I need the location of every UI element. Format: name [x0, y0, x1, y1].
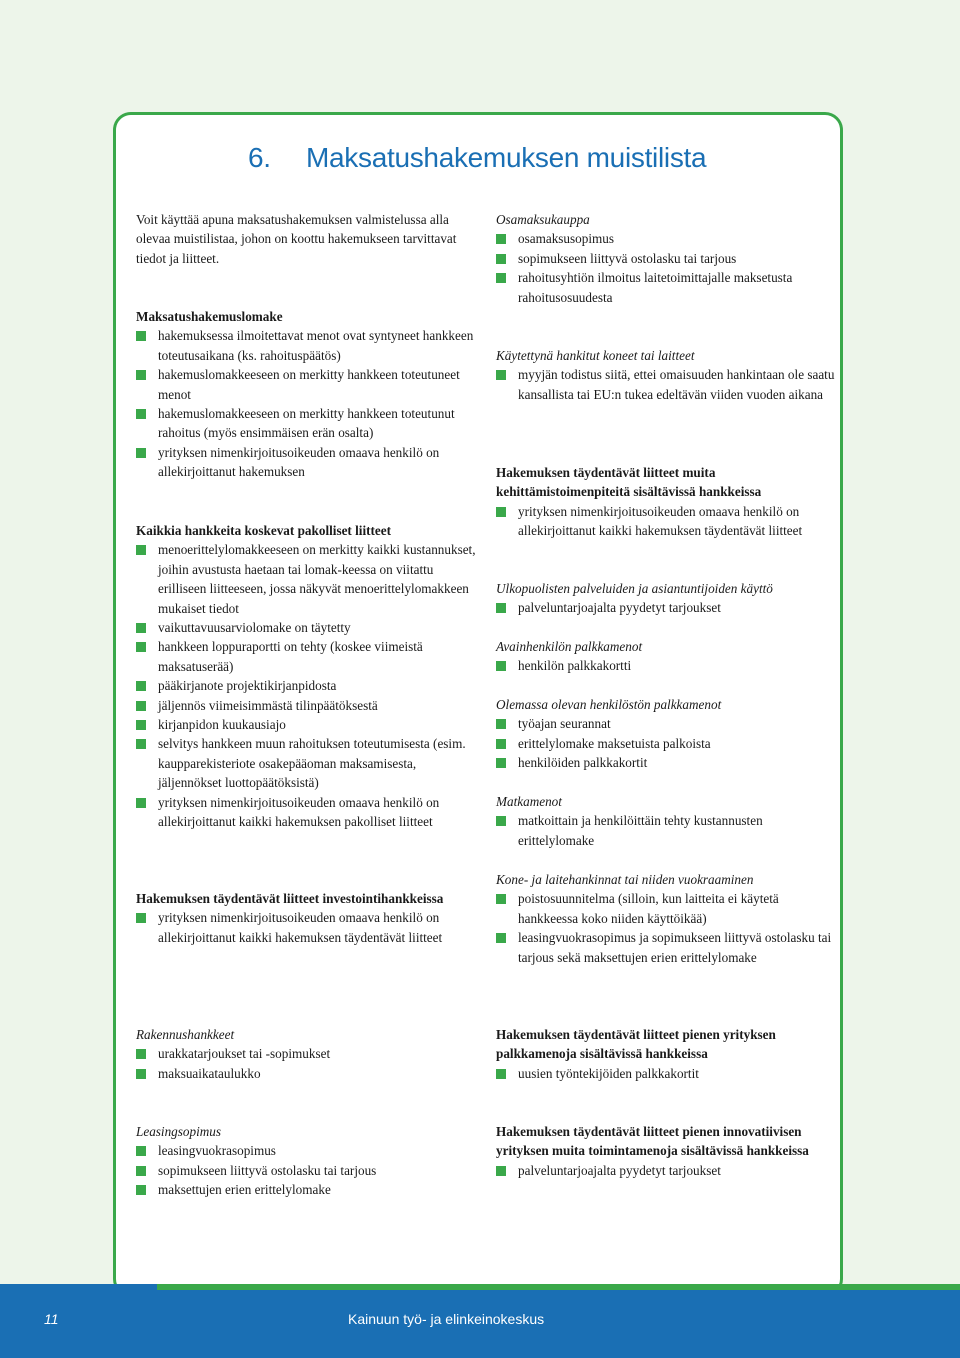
section-heading: Olemassa olevan henkilöstön palkkamenot: [496, 697, 722, 712]
list-item: palveluntarjoajalta pyydetyt tarjoukset: [496, 598, 836, 617]
section-maksatushakemuslomake: [136, 307, 476, 482]
list-item: selvitys hankkeen muun rahoituksen toteutumisesta (esim. kaupparekisteriote osakepääoman maksamisesta, jäljennökset luottopäätöksistä): [136, 734, 476, 792]
list-item: pääkirjanote projektikirjanpidosta: [136, 676, 476, 695]
square-bullet-icon: [136, 681, 146, 691]
chapter-number: 6.: [248, 142, 271, 173]
section-heading: Avainhenkilön palkkamenot: [496, 639, 643, 654]
list-item: leasingvuokrasopimus: [136, 1141, 476, 1160]
chapter-title: Maksatushakemuksen muistilista: [306, 142, 707, 173]
list-item: kirjanpidon kuukausiajo: [136, 715, 476, 734]
list-item: maksuaikataulukko: [136, 1064, 476, 1083]
list-item: erittelylomake maksetuista palkoista: [496, 734, 836, 753]
square-bullet-icon: [496, 507, 506, 517]
list-item: henkilön palkkakortti: [496, 656, 836, 675]
list-item: sopimukseen liittyvä ostolasku tai tarjous: [496, 249, 836, 268]
left-intro-block: [136, 210, 476, 268]
section-henkiloston-palkkamenot: [496, 695, 836, 773]
list-item: hakemuksessa ilmoitettavat menot ovat syntyneet hankkeen toteutusaikana (ks. rahoituspäätös): [136, 326, 476, 365]
square-bullet-icon: [496, 758, 506, 768]
list-item: työajan seurannat: [496, 714, 836, 733]
square-bullet-icon: [136, 623, 146, 633]
square-bullet-icon: [136, 545, 146, 555]
section-heading: Maksatushakemuslomake: [136, 309, 283, 324]
section-innovatiivinen-yritys: [496, 1122, 836, 1180]
section-heading: Hakemuksen täydentävät liitteet pienen yrityksen palkkamenoja sisältävissä hankkeissa: [496, 1027, 776, 1062]
list-item: matkoittain ja henkilöittäin tehty kustannusten erittelylomake: [496, 811, 836, 850]
list-item: jäljennös viimeisimmästä tilinpäätöksestä: [136, 696, 476, 715]
square-bullet-icon: [496, 661, 506, 671]
square-bullet-icon: [136, 409, 146, 419]
section-heading: Hakemuksen täydentävät liitteet pienen innovatiivisen yrityksen muita toimintamenoja sisältävissä hankkeissa: [496, 1124, 809, 1159]
section-heading: Osamaksukauppa: [496, 212, 590, 227]
list-item: osamaksusopimus: [496, 229, 836, 248]
section-heading: Ulkopuolisten palveluiden ja asiantuntijoiden käyttö: [496, 581, 773, 596]
square-bullet-icon: [136, 370, 146, 380]
section-heading: Kone- ja laitehankinnat tai niiden vuokraaminen: [496, 872, 754, 887]
list-item: henkilöiden palkkakortit: [496, 753, 836, 772]
section-heading: Matkamenot: [496, 794, 562, 809]
list-item: urakkatarjoukset tai -sopimukset: [136, 1044, 476, 1063]
square-bullet-icon: [136, 798, 146, 808]
square-bullet-icon: [136, 331, 146, 341]
square-bullet-icon: [136, 701, 146, 711]
section-ulkopuoliset-palvelut: [496, 579, 836, 618]
square-bullet-icon: [496, 234, 506, 244]
section-pakolliset-liitteet: [136, 521, 476, 832]
square-bullet-icon: [136, 1166, 146, 1176]
section-kehittamistoimenpiteet: [496, 463, 836, 541]
section-matkamenot: [496, 792, 836, 850]
footer-page-tab: [0, 1284, 157, 1358]
section-avainhenkilon-palkkamenot: [496, 637, 836, 676]
square-bullet-icon: [136, 642, 146, 652]
footer-organization: Kainuun työ- ja elinkeinokeskus: [348, 1311, 545, 1327]
section-heading: Rakennushankkeet: [136, 1027, 235, 1042]
square-bullet-icon: [136, 1185, 146, 1195]
section-osamaksukauppa: [496, 210, 836, 307]
section-heading: Hakemuksen täydentävät liitteet investointihankkeissa: [136, 891, 444, 906]
list-item: yrityksen nimenkirjoitusoikeuden omaava henkilö on allekirjoittanut kaikki hakemuksen täydentävät liitteet: [496, 502, 836, 541]
list-item: hankkeen loppuraportti on tehty (koskee viimeistä maksatuserää): [136, 637, 476, 676]
square-bullet-icon: [496, 254, 506, 264]
square-bullet-icon: [136, 913, 146, 923]
section-heading: Kaikkia hankkeita koskevat pakolliset liitteet: [136, 523, 391, 538]
square-bullet-icon: [496, 1069, 506, 1079]
section-heading: Käytettynä hankitut koneet tai laitteet: [496, 348, 695, 363]
square-bullet-icon: [496, 933, 506, 943]
square-bullet-icon: [496, 1166, 506, 1176]
section-heading: Hakemuksen täydentävät liitteet muita kehittämistoimenpiteitä sisältävissä hankkeissa: [496, 465, 762, 500]
square-bullet-icon: [136, 1069, 146, 1079]
section-heading: Leasingsopimus: [136, 1124, 221, 1139]
list-item: myyjän todistus siitä, ettei omaisuuden hankintaan ole saatu kansallista tai EU:n tukea edeltävän viiden vuoden aikana: [496, 365, 836, 404]
square-bullet-icon: [496, 739, 506, 749]
list-item: poistosuunnitelma (silloin, kun laitteita ei käytetä hankkeessa koko niiden käyttöikää): [496, 889, 836, 928]
list-item: hakemuslomakkeeseen on merkitty hankkeen toteutuneet menot: [136, 365, 476, 404]
footer-blue-bar: [157, 1290, 960, 1358]
section-pienen-yrityksen-palkkamenot: [496, 1025, 836, 1083]
list-item: yrityksen nimenkirjoitusoikeuden omaava henkilö on allekirjoittanut hakemuksen: [136, 443, 476, 482]
square-bullet-icon: [136, 739, 146, 749]
list-item: uusien työntekijöiden palkkakortit: [496, 1064, 836, 1083]
square-bullet-icon: [496, 894, 506, 904]
section-leasingsopimus: [136, 1122, 476, 1200]
section-rakennushankkeet: [136, 1025, 476, 1083]
square-bullet-icon: [496, 719, 506, 729]
section-investointihankkeet: [136, 889, 476, 947]
list-item: vaikuttavuusarviolomake on täytetty: [136, 618, 476, 637]
square-bullet-icon: [496, 273, 506, 283]
page-title: [248, 142, 706, 174]
square-bullet-icon: [136, 448, 146, 458]
list-item: menoerittelylomakkeeseen on merkitty kaikki kustannukset, joihin avustusta haetaan tai lomak-keessa on viitattu erilliseen liitteeseen, jossa näkyvät menoerittelylomakkeen mukaiset tiedot: [136, 540, 476, 618]
square-bullet-icon: [136, 720, 146, 730]
square-bullet-icon: [136, 1049, 146, 1059]
list-item: hakemuslomakkeeseen on merkitty hankkeen toteutunut rahoitus (myös ensimmäisen erän osalta): [136, 404, 476, 443]
list-item: yrityksen nimenkirjoitusoikeuden omaava henkilö on allekirjoittanut kaikki hakemuksen pakolliset liitteet: [136, 793, 476, 832]
list-item: yrityksen nimenkirjoitusoikeuden omaava henkilö on allekirjoittanut kaikki hakemuksen täydentävät liitteet: [136, 908, 476, 947]
list-item: maksettujen erien erittelylomake: [136, 1180, 476, 1199]
square-bullet-icon: [496, 603, 506, 613]
intro-paragraph: Voit käyttää apuna maksatushakemuksen valmistelussa alla olevaa muistilistaa, johon on koottu hakemukseen tarvittavat tiedot ja liitteet.: [136, 212, 457, 266]
square-bullet-icon: [496, 816, 506, 826]
list-item: sopimukseen liittyvä ostolasku tai tarjous: [136, 1161, 476, 1180]
square-bullet-icon: [496, 370, 506, 380]
square-bullet-icon: [136, 1146, 146, 1156]
list-item: palveluntarjoajalta pyydetyt tarjoukset: [496, 1161, 836, 1180]
page-number: 11: [44, 1311, 59, 1327]
section-kone-ja-laitehankinnat: [496, 870, 836, 967]
list-item: leasingvuokrasopimus ja sopimukseen liittyvä ostolasku tai tarjous sekä maksettujen erien erittelylomake: [496, 928, 836, 967]
section-kaytetyt-koneet: [496, 346, 836, 404]
list-item: rahoitusyhtiön ilmoitus laitetoimittajalle maksetusta rahoitusosuudesta: [496, 268, 836, 307]
